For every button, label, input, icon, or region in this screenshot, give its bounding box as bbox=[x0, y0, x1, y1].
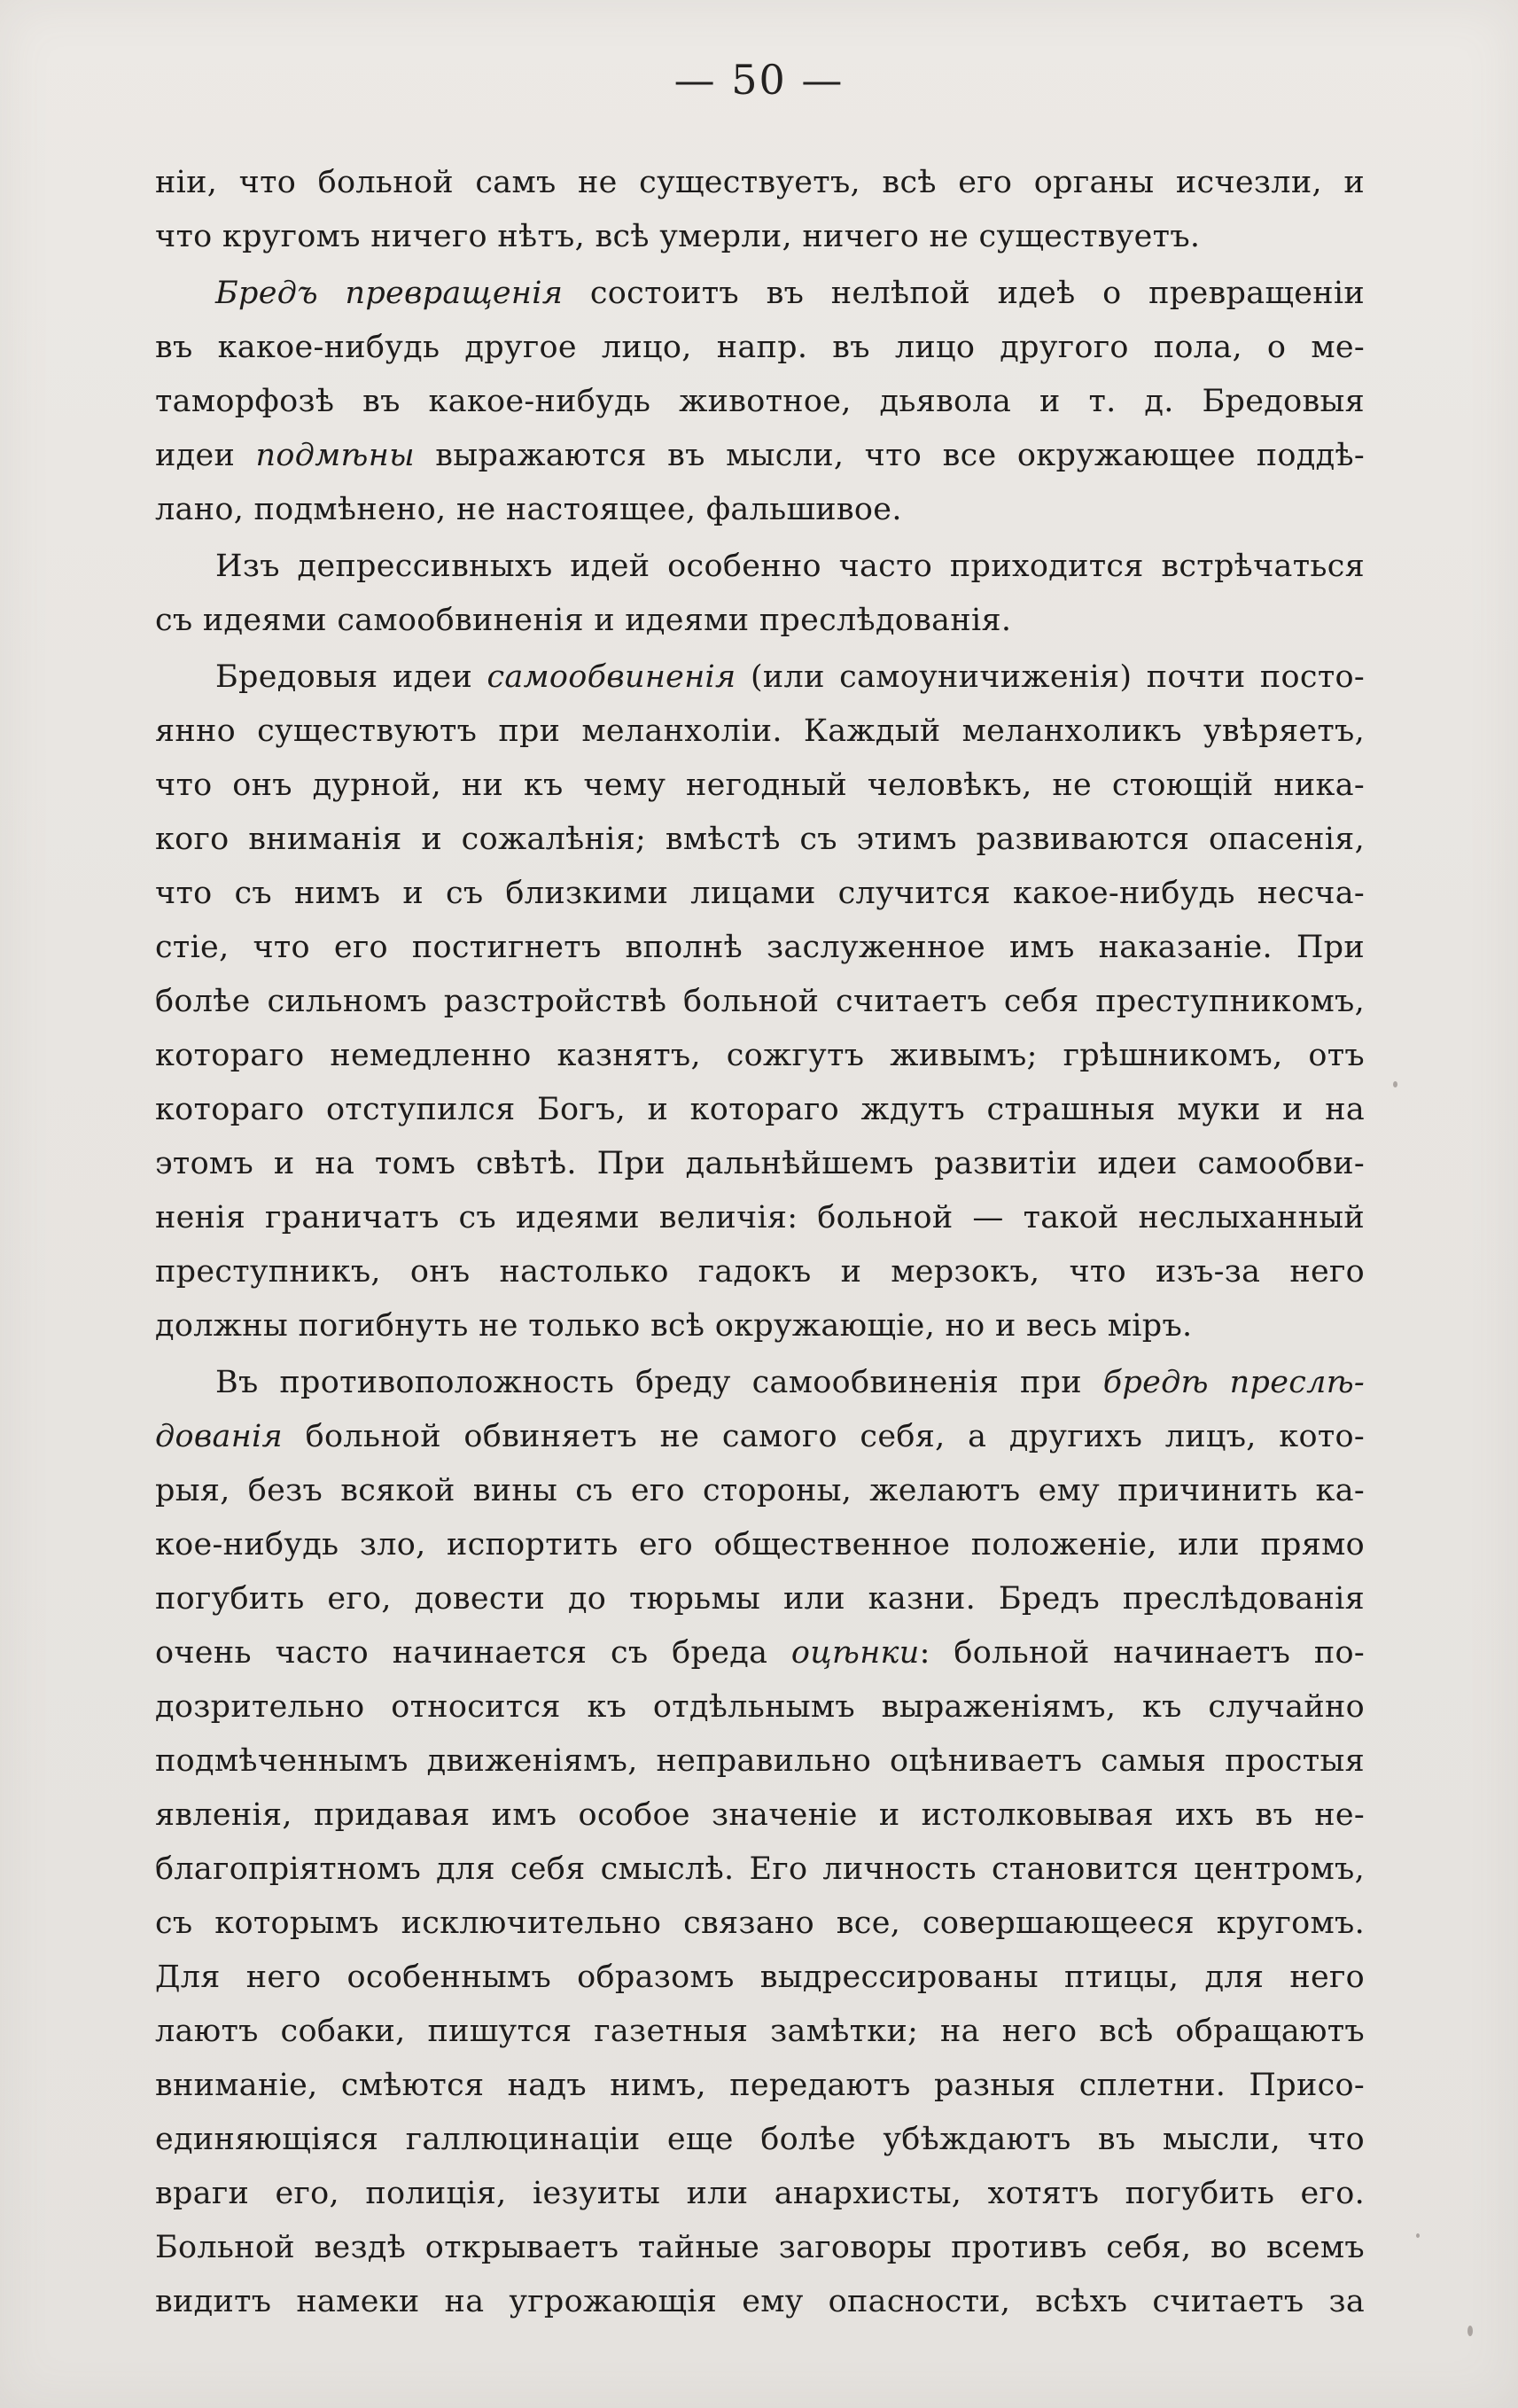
text-line bbox=[155, 540, 1365, 594]
paper-speck bbox=[1393, 1081, 1397, 1087]
text-line bbox=[155, 1464, 1365, 1518]
text-line bbox=[155, 2005, 1365, 2059]
text-line bbox=[155, 1299, 1365, 1353]
text-segment: преступникъ, онъ настолько гадокъ и мерзокъ, что изъ-за него bbox=[155, 1254, 1365, 1290]
text-line bbox=[155, 1083, 1365, 1137]
text-segment: лано, подмѣнено, не настоящее, фальшивое. bbox=[155, 492, 902, 527]
text-line bbox=[155, 1734, 1365, 1788]
paper-speck bbox=[1416, 2233, 1420, 2238]
text-segment: дозрительно относится къ отдѣльнымъ выраженіямъ, къ случайно bbox=[155, 1689, 1365, 1725]
body-text bbox=[155, 156, 1365, 2329]
text-segment: кого вниманія и сожалѣнія; вмѣстѣ съ этимъ развиваются опасенія, bbox=[155, 822, 1365, 857]
text-segment: стіе, что его постигнетъ вполнѣ заслуженное имъ наказаніе. При bbox=[155, 930, 1365, 965]
text-line bbox=[155, 1788, 1365, 1843]
text-line bbox=[155, 1191, 1365, 1245]
text-segment: единяющіяся галлюцинаціи еще болѣе убѣждаютъ въ мысли, что bbox=[155, 2122, 1365, 2157]
text-line bbox=[155, 429, 1365, 483]
text-segment: явленія, придавая имъ особое значеніе и истолковывая ихъ въ не- bbox=[155, 1797, 1365, 1833]
text-line bbox=[155, 1572, 1365, 1626]
text-segment: ніи, что больной самъ не существуетъ, всѣ его органы исчезли, и bbox=[155, 165, 1365, 200]
text-segment: Изъ депрессивныхъ идей особенно часто приходится встрѣчаться bbox=[215, 549, 1365, 584]
text-line bbox=[155, 1029, 1365, 1083]
text-segment: что кругомъ ничего нѣтъ, всѣ умерли, ничего не существуетъ. bbox=[155, 219, 1201, 254]
text-line bbox=[155, 2113, 1365, 2167]
text-segment: погубить его, довести до тюрьмы или казни. Бредъ преслѣдованія bbox=[155, 1581, 1365, 1617]
text-segment: что съ нимъ и съ близкими лицами случится какое-нибудь несча- bbox=[155, 876, 1365, 911]
text-line bbox=[155, 813, 1365, 867]
text-line bbox=[155, 1410, 1365, 1464]
text-segment: въ какое-нибудь другое лицо, напр. въ лицо другого пола, о ме- bbox=[155, 330, 1365, 365]
text-segment: янно существуютъ при меланхоліи. Каждый меланхоликъ увѣряетъ, bbox=[155, 713, 1365, 749]
text-segment: съ которымъ исключительно связано все, совершающееся кругомъ. bbox=[155, 1905, 1365, 1941]
text-line bbox=[155, 267, 1365, 321]
text-segment: очень часто начинается съ бреда bbox=[155, 1635, 791, 1671]
italic-term: подмѣны bbox=[255, 438, 415, 473]
italic-term: оцѣнки bbox=[790, 1635, 920, 1671]
text-line bbox=[155, 1680, 1365, 1734]
text-line bbox=[155, 1356, 1365, 1410]
italic-term: бредѣ преслѣ- bbox=[1102, 1365, 1365, 1400]
text-segment: (или самоуничиженія) почти посто- bbox=[736, 659, 1365, 695]
text-line bbox=[155, 1897, 1365, 1951]
text-line bbox=[155, 1245, 1365, 1299]
text-segment: таморфозѣ въ какое-нибудь животное, дьявола и т. д. Бредовыя bbox=[155, 384, 1365, 419]
text-line bbox=[155, 210, 1365, 264]
text-line bbox=[155, 1626, 1365, 1680]
italic-term: самообвиненія bbox=[487, 659, 736, 695]
text-segment: этомъ и на томъ свѣтѣ. При дальнѣйшемъ развитіи идеи самообви- bbox=[155, 1146, 1365, 1181]
text-line bbox=[155, 156, 1365, 210]
text-line bbox=[155, 921, 1365, 975]
text-line bbox=[155, 1518, 1365, 1572]
text-segment: что онъ дурной, ни къ чему негодный человѣкъ, не стоющій ника- bbox=[155, 768, 1365, 803]
text-line bbox=[155, 651, 1365, 705]
text-segment: съ идеями самообвиненія и идеями преслѣдованія. bbox=[155, 603, 1012, 638]
paper-speck bbox=[1467, 2326, 1473, 2336]
text-line bbox=[155, 2167, 1365, 2221]
text-segment: идеи bbox=[155, 438, 256, 473]
text-segment: враги его, полиція, іезуиты или анархисты, хотятъ погубить его. bbox=[155, 2176, 1365, 2211]
text-segment: должны погибнуть не только всѣ окружающіе, но и весь міръ. bbox=[155, 1308, 1193, 1344]
text-line bbox=[155, 2275, 1365, 2329]
text-segment: видитъ намеки на угрожающія ему опасности, всѣхъ считаетъ за bbox=[155, 2284, 1365, 2319]
text-segment: ненія граничатъ съ идеями величія: больной — такой неслыханный bbox=[155, 1200, 1365, 1235]
text-segment: состоитъ въ нелѣпой идеѣ о превращеніи bbox=[563, 276, 1365, 311]
text-segment: вниманіе, смѣются надъ нимъ, передаютъ разныя сплетни. Присо- bbox=[155, 2068, 1365, 2103]
text-segment: подмѣченнымъ движеніямъ, неправильно оцѣниваетъ самыя простыя bbox=[155, 1743, 1365, 1779]
text-segment: : больной начинаетъ по- bbox=[919, 1635, 1365, 1671]
text-line bbox=[155, 867, 1365, 921]
text-segment: болѣе сильномъ разстройствѣ больной считаетъ себя преступникомъ, bbox=[155, 984, 1365, 1019]
text-line bbox=[155, 1843, 1365, 1897]
text-line bbox=[155, 705, 1365, 759]
text-segment: Бредовыя идеи bbox=[215, 659, 487, 695]
text-line bbox=[155, 1137, 1365, 1191]
text-line bbox=[155, 321, 1365, 375]
text-line bbox=[155, 975, 1365, 1029]
text-segment: кое-нибудь зло, испортить его общественное положеніе, или прямо bbox=[155, 1527, 1365, 1562]
text-segment: рыя, безъ всякой вины съ его стороны, желаютъ ему причинить ка- bbox=[155, 1473, 1365, 1508]
text-segment: Въ противоположность бреду самообвиненія при bbox=[215, 1365, 1103, 1400]
text-segment: котораго отступился Богъ, и котораго ждутъ страшныя муки и на bbox=[155, 1092, 1365, 1127]
text-segment: выражаются въ мысли, что все окружающее поддѣ- bbox=[414, 438, 1365, 473]
text-line bbox=[155, 594, 1365, 648]
text-segment: больной обвиняетъ не самого себя, а другихъ лицъ, кото- bbox=[283, 1419, 1365, 1454]
text-line bbox=[155, 483, 1365, 537]
text-line bbox=[155, 759, 1365, 813]
text-line bbox=[155, 2059, 1365, 2113]
italic-term: дованія bbox=[155, 1419, 284, 1454]
text-segment: благопріятномъ для себя смыслѣ. Его личность становится центромъ, bbox=[155, 1851, 1365, 1887]
text-segment: Больной вездѣ открываетъ тайные заговоры противъ себя, во всемъ bbox=[155, 2230, 1365, 2265]
text-segment: лаютъ собаки, пишутся газетныя замѣтки; на него всѣ обращаютъ bbox=[155, 2014, 1365, 2049]
page-number: — 50 — bbox=[673, 56, 845, 104]
text-segment: Для него особеннымъ образомъ выдрессированы птицы, для него bbox=[155, 1960, 1365, 1995]
text-line bbox=[155, 375, 1365, 429]
text-line bbox=[155, 2221, 1365, 2275]
text-line bbox=[155, 1951, 1365, 2005]
text-segment: котораго немедленно казнятъ, сожгутъ живымъ; грѣшникомъ, отъ bbox=[155, 1038, 1365, 1073]
italic-term: Бредъ превращенія bbox=[215, 276, 564, 311]
